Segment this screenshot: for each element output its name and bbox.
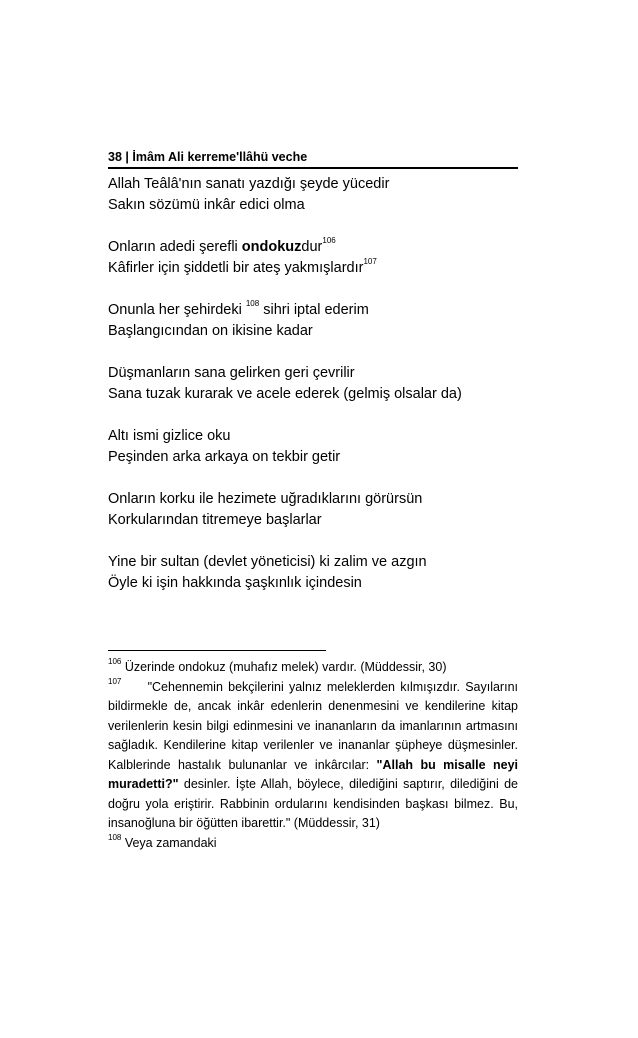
footnote-number: 108 [108, 832, 122, 842]
footnote-108 [108, 834, 518, 854]
verse-text: Onların adedi şerefli [108, 239, 242, 255]
verse-line: Sakın sözümü inkâr edici olma [108, 197, 305, 213]
verse-text: Kâfirler için şiddetli bir ateş yakmışlardır [108, 260, 364, 276]
footnote-106 [108, 658, 518, 678]
footnote-ref[interactable]: 107 [363, 257, 377, 266]
verse-text: sihri iptal ederim [259, 302, 369, 318]
verse-text: Onunla her şehirdeki [108, 302, 246, 318]
footnote-number: 106 [108, 657, 122, 666]
stanza [108, 426, 518, 468]
verse-line [108, 237, 518, 258]
page-number: 38 [108, 150, 122, 164]
verse-line: Peşinden arka arkaya on tekbir getir [108, 449, 341, 465]
footnote-ref[interactable]: 106 [322, 236, 336, 245]
stanza [108, 489, 518, 531]
stanza [108, 300, 518, 342]
verse-bold-text: ondokuz [241, 239, 302, 255]
verse-line: Altı ismi gizlice oku [108, 428, 231, 444]
footnote-separator [108, 650, 326, 651]
verse-line: Düşmanların sana gelirken geri çevrilir [108, 365, 355, 381]
stanza [108, 237, 518, 279]
stanza [108, 174, 518, 216]
verse-line [108, 258, 518, 279]
verse-line: Öyle ki işin hakkında şaşkınlık içindesin [108, 575, 362, 591]
stanza [108, 363, 518, 405]
footnote-bold-quote: "Allah bu misalle neyi muradetti?" [108, 757, 519, 791]
footnote-text: Veya zamandaki [121, 835, 217, 850]
footnote-ref[interactable]: 108 [245, 299, 260, 308]
verse-line [108, 300, 518, 321]
verse-line: Allah Teâlâ'nın sanatı yazdığı şeyde yücedir [108, 176, 390, 192]
verse-text: dur [301, 239, 323, 255]
footnote-text: desinler. İşte Allah, böylece, dilediğini saptırır, dilediğini de doğru yola eriştirir. Rabbinin ordularını kendisinden başkası bilmez. Bu, insanoğluna bir öğütten ibarettir." (Müddessir, 31) [108, 777, 518, 830]
footnote-number: 107 [108, 676, 122, 686]
stanza [108, 552, 518, 594]
verse-line: Onların korku ile hezimete uğradıklarını görürsün [108, 491, 423, 507]
header-separator: | [121, 150, 133, 164]
footnotes [108, 657, 522, 853]
verse-line: Korkularından titremeye başlarlar [108, 512, 322, 528]
running-header [108, 150, 518, 169]
book-title: İmâm Ali kerreme'llâhü veche [132, 150, 308, 164]
verse-line: Sana tuzak kurarak ve acele ederek (gelmiş olsalar da) [108, 386, 462, 402]
footnote-text: "Cehennemin bekçilerini yalnız meleklerden kılmışızdır. Sayılarını bildirmekle de, ancak inkâr edenlerin denenmesini ve kendilerine kitap verilenlerin kesin bilgi edinmesini ve inananların da imanlarının artmasını sağladık. Kendilerine kitap verilenler ve inananlar şüpheye düşmesinler. Kalblerinde hastalık bulunanlar ve inkârcılar: [108, 679, 522, 772]
verse-line: Başlangıcından on ikisine kadar [108, 323, 313, 339]
footnote-107 [108, 676, 522, 834]
footnote-text: Üzerinde ondokuz (muhafız melek) vardır. (Müddessir, 30) [121, 660, 447, 674]
poem-body [108, 174, 518, 615]
verse-line: Yine bir sultan (devlet yöneticisi) ki zalim ve azgın [108, 554, 427, 570]
